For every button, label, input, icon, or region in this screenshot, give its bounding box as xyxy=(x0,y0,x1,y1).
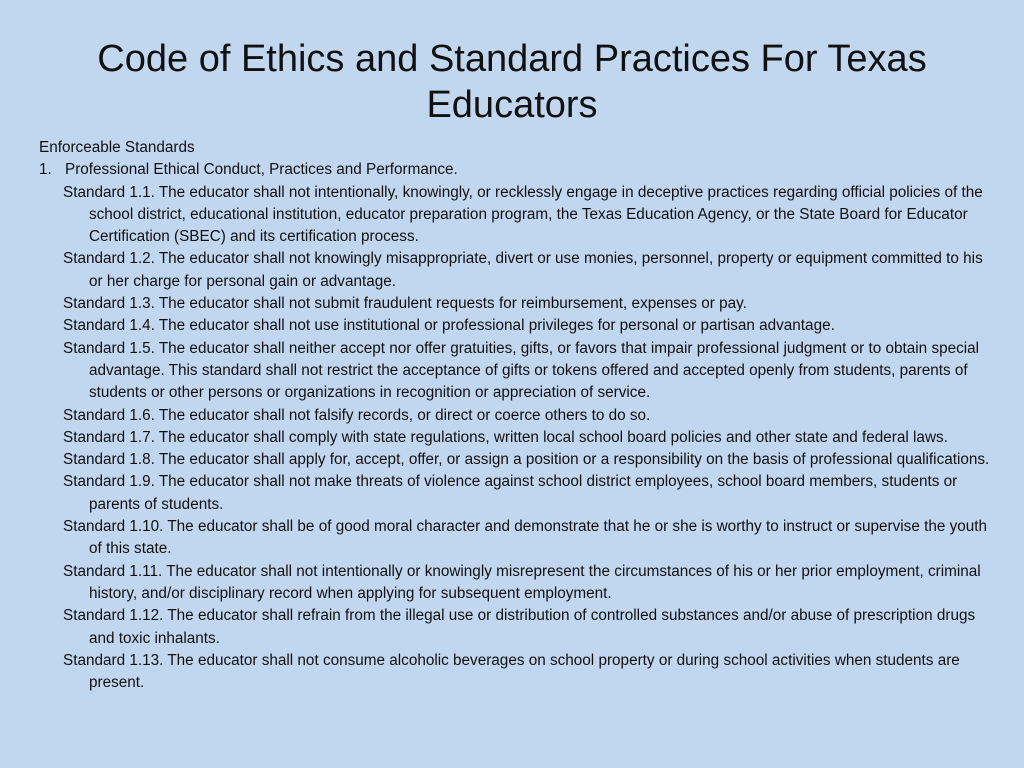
standard-1-6: Standard 1.6. The educator shall not falsify records, or direct or coerce others to do so. xyxy=(63,406,651,424)
item-text: Professional Ethical Conduct, Practices and Performance. xyxy=(65,161,458,179)
standards-list xyxy=(39,182,999,695)
standard-1-10: Standard 1.10. The educator shall be of good moral character and demonstrate that he or she is worthy to instruct or supervise the youth of this state. xyxy=(63,518,988,558)
standard-1-11: Standard 1.11. The educator shall not intentionally or knowingly misrepresent the circumstances of his or her prior employment, criminal history, and/or disciplinary record when applying for subsequent employment. xyxy=(63,562,981,602)
standard-1-3: Standard 1.3. The educator shall not submit fraudulent requests for reimbursement, expenses or pay. xyxy=(63,295,747,313)
standard-1-1: Standard 1.1. The educator shall not intentionally, knowingly, or recklessly engage in deceptive practices regarding official policies of the school district, educational institution, educator preparation program, the Texas Education Agency, or the State Board for Educator Certification (SBEC) and its certification process. xyxy=(63,183,983,246)
standard-1-5: Standard 1.5. The educator shall neither accept nor offer gratuities, gifts, or favors that impair professional judgment or to obtain special advantage. This standard shall not restrict the acceptance of gifts or tokens offered and accepted openly from students, parents of students or other persons or organizations in recognition or appreciation of service. xyxy=(63,339,980,402)
standard-1-13: Standard 1.13. The educator shall not consume alcoholic beverages on school property or during school activities when students are present. xyxy=(63,651,960,692)
standard-1-8: Standard 1.8. The educator shall apply for, accept, offer, or assign a position or a responsibility on the basis of professional qualifications. xyxy=(63,451,990,469)
standard-1-7: Standard 1.7. The educator shall comply with state regulations, written local school board policies and other state and federal laws. xyxy=(63,428,948,446)
numbered-item xyxy=(39,159,999,181)
standard-1-9: Standard 1.9. The educator shall not make threats of violence against school district employees, school board members, students or parents of students. xyxy=(63,473,958,513)
standard-1-4: Standard 1.4. The educator shall not use institutional or professional privileges for personal or partisan advantage. xyxy=(63,317,835,335)
standard-1-12: Standard 1.12. The educator shall refrain from the illegal use or distribution of controlled substances and/or abuse of prescription drugs and toxic inhalants. xyxy=(63,607,976,647)
standard-1-2: Standard 1.2. The educator shall not knowingly misappropriate, divert or use monies, personnel, property or equipment committed to his or her charge for personal gain or advantage. xyxy=(63,250,983,290)
item-number: 1. xyxy=(39,161,52,179)
slide-title: Code of Ethics and Standard Practices For Texas Educators xyxy=(97,38,927,126)
slide-content xyxy=(39,137,999,694)
section-heading: Enforceable Standards xyxy=(39,139,195,156)
